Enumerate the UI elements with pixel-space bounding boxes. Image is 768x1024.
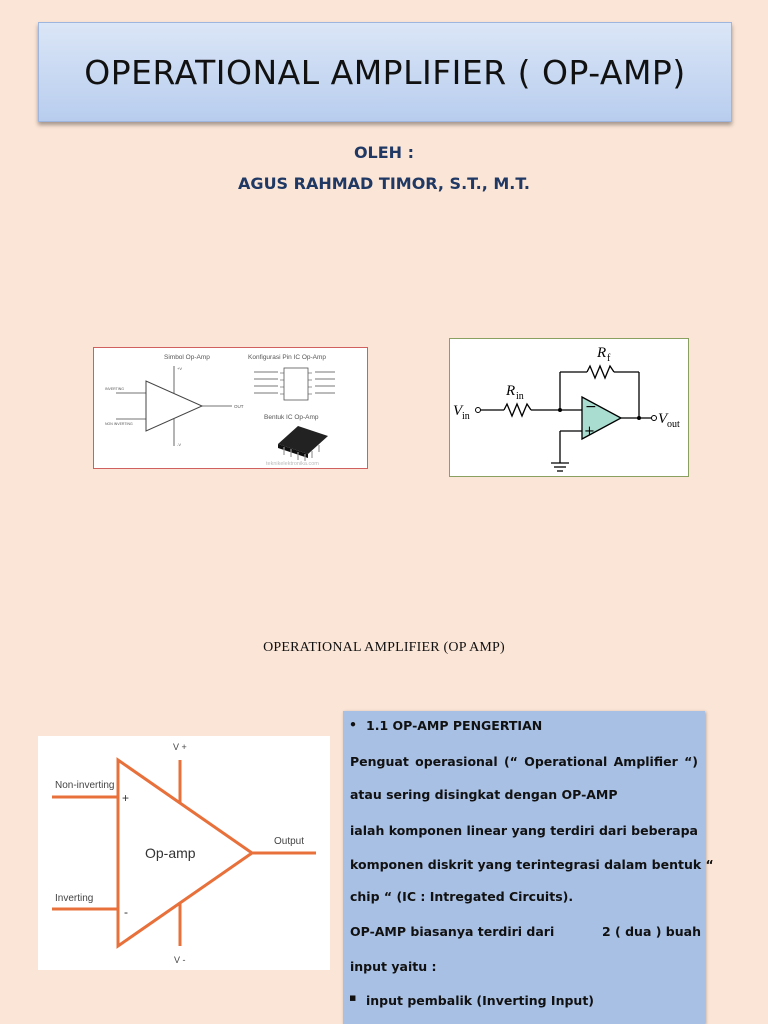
label-noninverting: NON INVERTING xyxy=(105,422,133,426)
rf-label: R xyxy=(597,345,607,361)
label-vplus: +V xyxy=(177,366,183,371)
definition-line-6b: 2 ( dua ) buah xyxy=(602,924,701,939)
author-name: AGUS RAHMAD TIMOR, S.T., M.T. xyxy=(238,174,530,193)
definition-line-8: input pembalik (Inverting Input) xyxy=(366,993,595,1008)
opamp-plus-sign: + xyxy=(584,424,595,439)
vout-subscript: out xyxy=(667,419,680,430)
author-prefix: OLEH : xyxy=(353,143,415,162)
rin-subscript: in xyxy=(516,391,524,402)
vin-label: V xyxy=(453,403,463,419)
opamp-minus-sign: − xyxy=(585,399,597,415)
label-inverting: INVERTING xyxy=(105,387,124,391)
definition-line-2: atau sering disingkat dengan OP-AMP xyxy=(350,787,618,802)
vin-subscript: in xyxy=(462,411,470,422)
bullet-icon: • xyxy=(349,717,357,732)
opamp-symbol-image xyxy=(93,347,368,469)
symbol-title: Simbol Op-Amp xyxy=(164,354,210,361)
label-vminus: -V xyxy=(177,442,181,447)
vminus-label: V - xyxy=(174,955,186,965)
inverting-label: Inverting xyxy=(55,893,94,904)
definition-line-6a: OP-AMP biasanya terdiri dari xyxy=(350,924,555,939)
plus-sign: + xyxy=(122,791,130,805)
output-label: Output xyxy=(274,836,305,847)
definition-line-5: chip “ (IC : Intregated Circuits). xyxy=(350,889,574,904)
inverting-amplifier-image xyxy=(449,338,689,477)
definition-heading: 1.1 OP-AMP PENGERTIAN xyxy=(366,718,543,733)
square-bullet-icon: ▪ xyxy=(349,991,357,1004)
definition-line-1: Penguat operasional (“ Operational Amplifier “) xyxy=(350,754,698,769)
inverting-amplifier-graphic xyxy=(450,339,688,476)
definition-line-3: ialah komponen linear yang terdiri dari beberapa xyxy=(350,823,698,838)
vplus-label: V + xyxy=(173,742,187,752)
label-out: OUT xyxy=(234,404,244,409)
definition-line-7: input yaitu : xyxy=(350,959,437,974)
opamp-symbol-graphic xyxy=(94,348,367,468)
slide-title: OPERATIONAL AMPLIFIER ( OP-AMP) xyxy=(84,52,686,92)
minus-sign: - xyxy=(124,905,128,919)
opamp-center-label: Op-amp xyxy=(145,845,196,861)
rin-label: R xyxy=(506,383,516,399)
definition-textbox xyxy=(343,711,714,1024)
noninverting-label: Non-inverting xyxy=(55,780,115,791)
watermark: teknikelektronika.com xyxy=(266,461,319,467)
title-box xyxy=(38,22,732,122)
rf-subscript: f xyxy=(607,353,611,364)
vout-label: V xyxy=(658,411,668,427)
definition-line-4: komponen diskrit yang terintegrasi dalam bentuk “ xyxy=(350,857,714,872)
opamp-diagram-graphic xyxy=(38,736,330,970)
section-heading: OPERATIONAL AMPLIFIER (OP AMP) xyxy=(263,640,505,655)
opamp-diagram xyxy=(38,736,330,970)
ic-title: Bentuk IC Op-Amp xyxy=(264,414,319,421)
pin-title: Konfigurasi Pin IC Op-Amp xyxy=(248,354,327,361)
